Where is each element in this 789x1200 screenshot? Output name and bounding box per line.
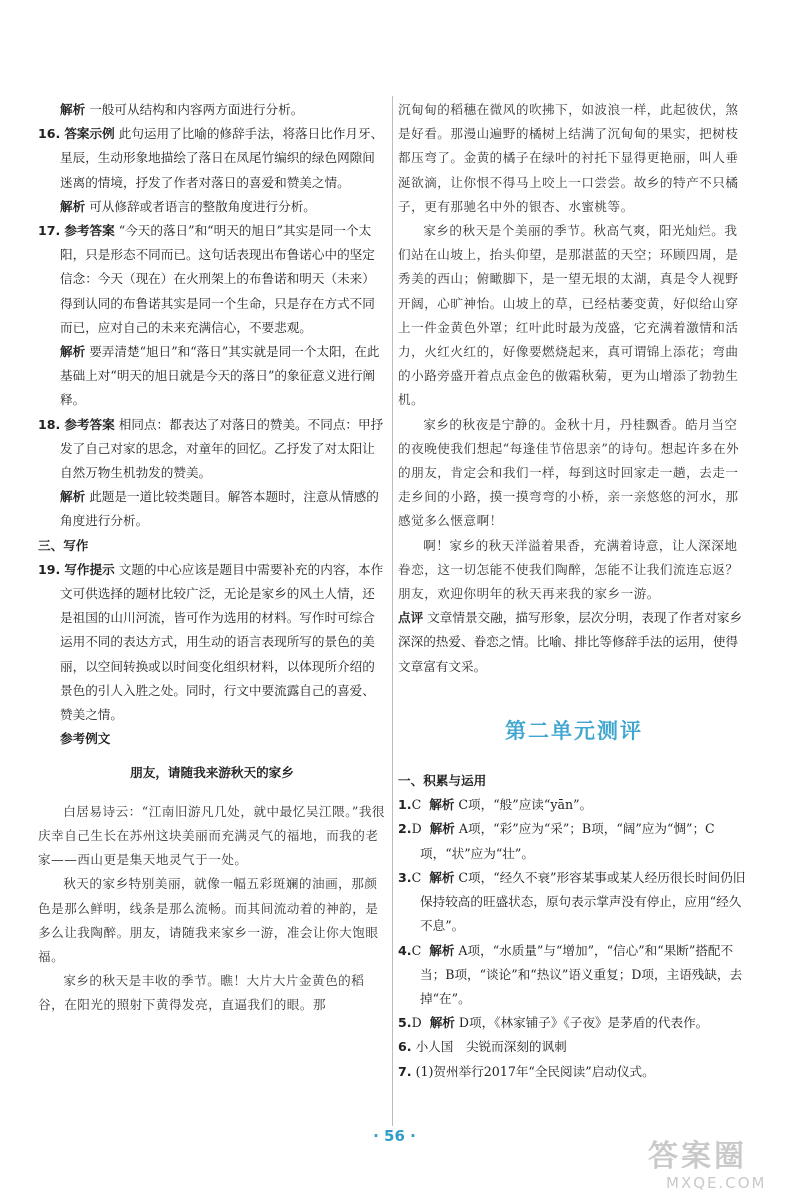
watermark-text: 答案圈	[648, 1139, 747, 1174]
answer-18: 18. 参考答案 相同点：都表达了对落日的赞美。不同点：甲抒发了自己对家的思念，对童年的回忆。乙抒发了对太阳让自然万物生机勃发的赞美。	[38, 416, 384, 481]
answer-1: 1.C 解析 C项，“般”应读“yān”。	[398, 797, 593, 813]
watermark-logo	[648, 1140, 778, 1196]
answer-19: 19. 写作提示 文题的中心应该是题目中需要补充的内容，本作文可供选择的题材比较广泛，无论是家乡的风土人情，还是祖国的山川河流，皆可作为选用的材料。写作时可综合运用不同的表达方式，用生动的语言表现所写的景色的美丽，以空间转换或以时间变化组织材料，以体现所介绍的景色的引人入胜之处。同时，行文中要流露自己的喜爱、赞美之情。	[38, 561, 384, 723]
answer-2: 2.D 解析 A项，“彩”应为“采”；B项，“阔”应为“惆”；C项，“状”应为“壮”。	[398, 821, 715, 861]
answer-18-analysis: 解析 此题是一道比较类题目。解答本题时，注意从情感的角度进行分析。	[60, 489, 379, 529]
unit-title: 第二单元测评	[505, 718, 643, 743]
answer-5: 5.D 解析 D项，《林家铺子》《子夜》是茅盾的代表作。	[398, 1015, 709, 1031]
essay-title: 朋友，请随我来游秋天的家乡	[130, 765, 294, 781]
answer-16-analysis: 解析 可从修辞或者语言的整散角度进行分析。	[60, 198, 316, 214]
column-divider	[392, 96, 393, 1126]
right-column	[398, 98, 750, 1084]
essay-paragraph: 啊！家乡的秋天洋溢着果香，充满着诗意，让人深深地眷恋，这一切怎能不使我们陶醉，怎能不让我们流连忘返？朋友，欢迎你明年的秋天再来我的家乡一游。	[398, 537, 739, 602]
answer-4: 4.C 解析 A项，“水质量”与“增加”，“信心”和“果断”搭配不当；B项，“谈论”和“热议”语义重复；D项，主语残缺，去掉“在”。	[398, 942, 743, 1006]
answer-17-analysis: 解析 要弄清楚“旭日”和“落日”其实就是同一个太阳，在此基础上对“明天的旭日就是今天的落日”的象征意义进行阐释。	[60, 344, 380, 408]
essay-paragraph: 家乡的秋天是丰收的季节。瞧！大片大片金黄色的稻谷，在阳光的照射下黄得发亮，直逼我们的眼。那	[38, 973, 365, 1013]
answer-16: 16. 答案示例 此句运用了比喻的修辞手法，将落日比作月牙、星辰，生动形象地描绘了落日在凤尾竹编织的绿色网隙间迷离的情境，抒发了作者对落日的喜爱和赞美之情。	[38, 126, 384, 190]
section-heading: 一、积累与运用	[398, 773, 487, 789]
left-column	[38, 98, 386, 1018]
answer-7: 7. (1)贺州举行2017年“全民阅读”启动仪式。	[398, 1063, 655, 1079]
essay-paragraph-continued: 沉甸甸的稻穗在微风的吹拂下，如波浪一样，此起彼伏，煞是好看。那漫山遍野的橘树上结满了沉甸甸的果实，把树枝都压弯了。金黄的橘子在绿叶的衬托下显得更艳丽，叫人垂涎欲滴，让你恨不得马上咬上一口尝尝。故乡的特产不只橘子，更有那驰名中外的银杏、水蜜桃等。	[398, 102, 739, 214]
reference-essay-label: 参考例文	[60, 731, 111, 747]
answer-15-analysis: 解析 一般可从结构和内容两方面进行分析。	[60, 102, 304, 117]
essay-paragraph: 家乡的秋夜是宁静的。金秋十月，丹桂飘香。皓月当空的夜晚使我们想起“每逢佳节倍思亲”的诗句。想起许多在外的朋友，肯定会和我们一样，每到这时回家走一趟，去走一走乡间的小路，摸一摸弯弯的小桥，亲一亲悠悠的河水，那感觉多么惬意啊！	[398, 416, 740, 529]
watermark-url: MXQE.COM	[666, 1174, 767, 1192]
page-number: · 56 ·	[373, 1127, 416, 1145]
section-writing-heading: 三、写作	[38, 537, 89, 553]
essay-paragraph: 白居易诗云：“江南旧游凡几处，就中最忆吴江隈。”我很庆幸自己生长在苏州这块美丽而充满灵气的福地，而我的老家——西山更是集天地灵气于一处。	[38, 803, 386, 868]
essay-paragraph: 家乡的秋天是个美丽的季节。秋高气爽，阳光灿烂。我们站在山坡上，抬头仰望，是那湛蓝的天空；环顾四周，是秀美的西山；俯瞰脚下，是一望无垠的太湖，真是令人视野开阔，心旷神怡。山坡上的草，已经枯萎变黄，好似给山穿上一件金黄色外罩；红叶此时最为茂盛，它充满着激情和活力，火红火红的，好像要燃烧起来，真可谓锦上添花；弯曲的小路旁盛开着点点金色的傲霜秋菊，更为山增添了勃勃生机。	[398, 223, 739, 408]
answer-3: 3.C 解析 C项，“经久不衰”形容某事或某人经历很长时间仍旧保持较高的旺盛状态，原句表示掌声没有停止，应用“经久不息”。	[398, 869, 746, 934]
essay-paragraph: 秋天的家乡特别美丽，就像一幅五彩斑斓的油画，那颜色是那么鲜明，线条是那么流畅。而其间流动着的神韵，是多么让我陶醉。朋友，请随我来家乡一游，准会让你大饱眼福。	[38, 876, 379, 964]
answer-6: 6. 小人国 尖锐而深刻的讽刺	[398, 1039, 567, 1055]
essay-commentary: 点评 文章情景交融，描写形象，层次分明，表现了作者对家乡深深的热爱、眷恋之情。比喻、排比等修辞手法的运用，使得文章富有文采。	[398, 610, 743, 674]
answer-17: 17. 参考答案 “今天的落日”和“明天的旭日”其实是同一个太阳，只是形态不同而已。这句话表现出布鲁诺心中的坚定信念：今天（现在）在火刑架上的布鲁诺和明天（未来）得到认同的布鲁诺其实是同一个生命，只是存在方式不同而已，应对自己的未来充满信心，不要悲观。	[38, 223, 375, 335]
